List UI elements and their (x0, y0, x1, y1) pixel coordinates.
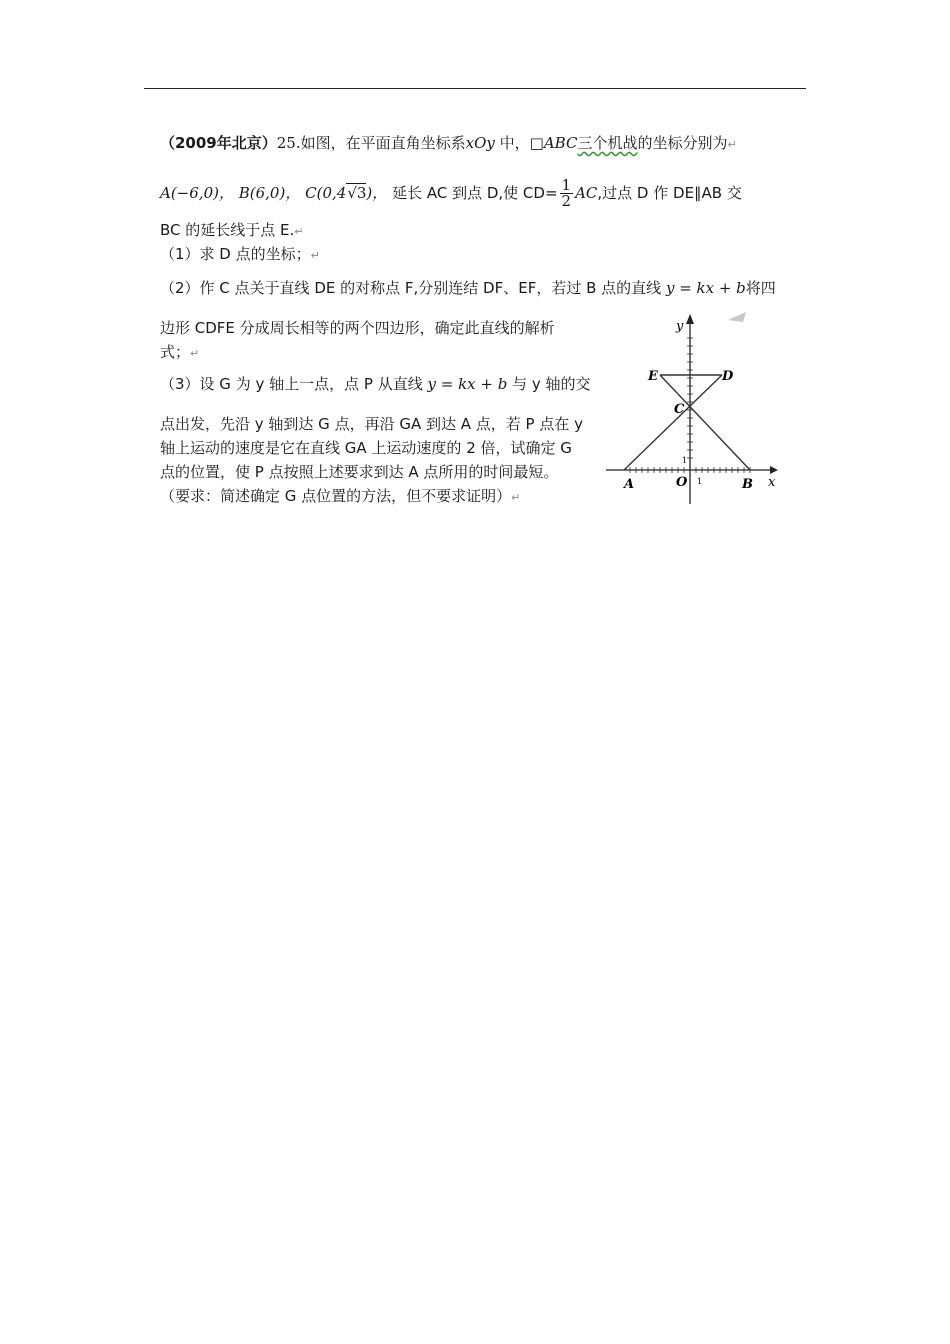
question-3-text: （3）设 G 为 y 轴上一点，点 P 从直线 (160, 375, 423, 393)
question-2-text: （2）作 C 点关于直线 DE 的对称点 F,分别连结 DF、EF，若过 B 点的直线 (160, 279, 662, 297)
label-y: y (676, 319, 684, 334)
label-e: E (648, 369, 658, 384)
label-b: B (742, 477, 753, 492)
intro-text: 中， (494, 134, 530, 152)
xoy-symbol: xOy (465, 134, 495, 152)
fraction-denominator: 2 (561, 192, 572, 210)
question-3 (160, 374, 591, 394)
x-axis-arrow (770, 466, 778, 474)
wavy-underlined-text: 三个机战 (577, 134, 638, 152)
question-3-line4-text: 点的位置，使 P 点按照上述要求到达 A 点所用的时间最短。 (160, 463, 559, 481)
question-1 (160, 244, 320, 266)
return-mark: ↵ (727, 138, 737, 151)
problem-intro-line (160, 133, 737, 155)
point-c-suffix: )， (366, 184, 388, 202)
label-a: A (624, 477, 635, 492)
point-a: A(−6,0)， (160, 184, 234, 202)
line-equation: y = kx + b (665, 279, 746, 297)
y-axis-arrow (686, 314, 694, 324)
extend-text: 延长 AC 到点 D,使 CD= (392, 184, 558, 202)
point-b: B(6,0)， (238, 184, 301, 202)
label-o: O (676, 475, 688, 490)
label-d: D (722, 369, 734, 384)
return-mark: ↵ (190, 347, 200, 360)
coordinates-line (160, 178, 742, 209)
question-3-line3-text: 轴上运动的速度是它在直线 GA 上运动速度的 2 倍，试确定 G (160, 439, 572, 457)
ac-symbol: AC (575, 184, 598, 202)
line3 (160, 220, 304, 242)
sqrt-three: √3 (347, 184, 367, 202)
box-char: □ (529, 134, 544, 152)
point-c-prefix: C(0,4 (305, 184, 347, 202)
question-2-line2 (160, 318, 555, 338)
abc-symbol: ABC (543, 134, 578, 152)
return-mark: ↵ (294, 225, 304, 238)
problem-number: 25.如图，在平面直角坐标系 (276, 134, 466, 152)
coordinate-figure (600, 308, 790, 513)
question-3-line2-text: 点出发，先沿 y 轴到达 G 点，再沿 GA 到达 A 点，若 P 点在 y (160, 415, 584, 433)
source-tag: （2009年北京） (160, 134, 277, 152)
label-one-y: 1 (682, 456, 688, 465)
fraction-one-half (560, 178, 574, 209)
question-3-line4 (160, 462, 558, 482)
label-one-x: 1 (697, 477, 703, 486)
label-x: x (768, 475, 776, 490)
question-2 (160, 278, 776, 298)
question-3-tail: 与 y 轴的交 (512, 375, 591, 393)
return-mark: ↵ (310, 249, 320, 262)
line-equation: y = kx + b (427, 375, 508, 393)
question-1-text: （1）求 D 点的坐标； (160, 245, 311, 263)
question-3-line5 (160, 486, 520, 508)
line3-text: BC 的延长线于点 E. (160, 221, 295, 239)
question-2-tail: 将四 (745, 279, 776, 297)
intro-tail: 的坐标分别为 (637, 134, 728, 152)
question-2-line3 (160, 342, 199, 364)
header-rule (144, 88, 806, 89)
line2-tail: ,过点 D 作 DE∥AB 交 (597, 184, 742, 202)
scan-smudge (728, 312, 746, 322)
question-3-line3 (160, 438, 572, 458)
fraction-numerator: 1 (561, 176, 572, 194)
question-3-line5-text: （要求：简述确定 G 点位置的方法，但不要求证明） (160, 487, 512, 505)
question-3-line2 (160, 414, 583, 434)
return-mark: ↵ (511, 491, 521, 504)
question-2-line2-text: 边形 CDFE 分成周长相等的两个四边形，确定此直线的解析 (160, 319, 555, 337)
label-c: C (674, 402, 685, 417)
question-2-line3-text: 式； (160, 343, 191, 361)
